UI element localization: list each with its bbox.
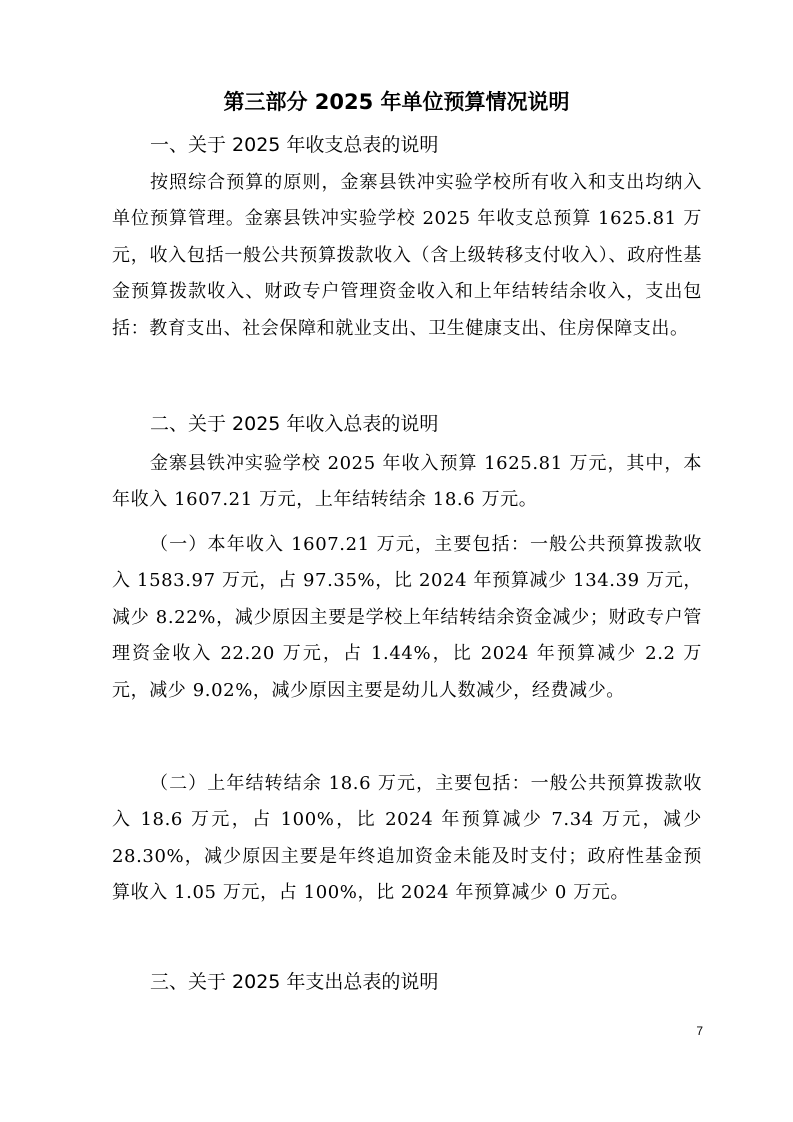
paragraph-2-2: （一）本年收入 1607.21 万元，主要包括：一般公共预算拨款收入 1583.97 万元，占 97.35%，比 2024 年预算减少 134.39 万元，减少 8.22%，减少原因主要是学校上年结转结余资金减少；财政专户管理资金收入 22.20 万元，占 1.44%，比 2024 年预算减少 2.2 万元，减少 9.02%，减少原因主要是幼儿人数减少，经费减少。 (112, 534, 702, 701)
paragraph-2-3: （二）上年结转结余 18.6 万元，主要包括：一般公共预算拨款收入 18.6 万元，占 100%，比 2024 年预算减少 7.34 万元，减少 28.30%，减少原因主要是年终追加资金未能及时支付；政府性基金预算收入 1.05 万元，占 100%，比 2024 年预算减少 0 万元。 (112, 773, 702, 904)
section-heading-3: 三、关于 2025 年支出总表的说明 (150, 971, 439, 993)
section-heading-2: 二、关于 2025 年收入总表的说明 (150, 413, 439, 435)
page-title: 第三部分 2025 年单位预算情况说明 (223, 90, 570, 114)
paragraph-2-1: 金寨县铁冲实验学校 2025 年收入预算 1625.81 万元，其中，本年收入 1607.21 万元，上年结转结余 18.6 万元。 (112, 453, 702, 511)
paragraph-1-1: 按照综合预算的原则，金寨县铁冲实验学校所有收入和支出均纳入单位预算管理。金寨县铁冲实验学校 2025 年收支总预算 1625.81 万元，收入包括一般公共预算拨款收入（含上级转移支付收入）、政府性基金预算拨款收入、财政专户管理资金收入和上年结转结余收入，支出包括：教育支出、社会保障和就业支出、卫生健康支出、住房保障支出。 (112, 172, 702, 339)
section-heading-1: 一、关于 2025 年收支总表的说明 (150, 134, 439, 156)
page-number: 7 (696, 1024, 703, 1038)
